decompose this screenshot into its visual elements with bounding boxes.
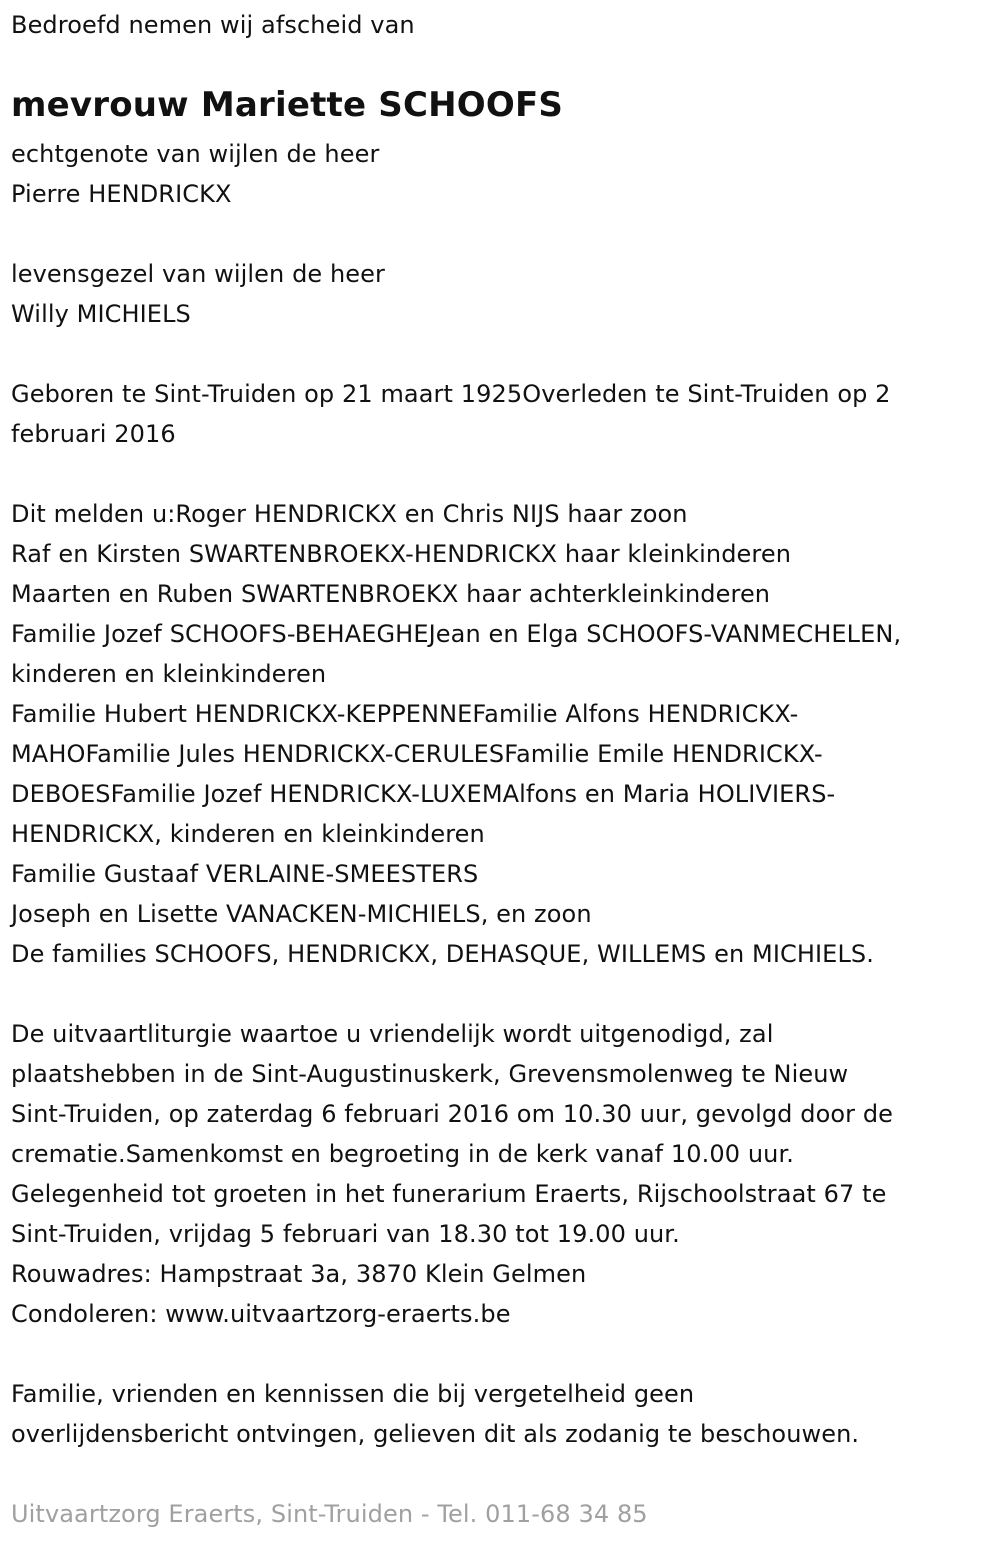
family-line: MAHOFamilie Jules HENDRICKX-CERULESFamilie Emile HENDRICKX- xyxy=(11,740,823,768)
ceremony-line: crematie.Samenkomst en begroeting in de kerk vanaf 10.00 uur. xyxy=(11,1140,794,1168)
condolence-website: Condoleren: www.uitvaartzorg-eraerts.be xyxy=(11,1300,511,1328)
ceremony-line: Sint-Truiden, op zaterdag 6 februari 2016 om 10.30 uur, gevolgd door de xyxy=(11,1100,894,1128)
family-line: kinderen en kleinkinderen xyxy=(11,660,327,688)
funeral-home-footer: Uitvaartzorg Eraerts, Sint-Truiden - Tel. 011-68 34 85 xyxy=(11,1500,648,1528)
spouse-line-2: Pierre HENDRICKX xyxy=(11,180,232,208)
closing-line: overlijdensbericht ontvingen, gelieven dit als zodanig te beschouwen. xyxy=(11,1420,860,1448)
family-line: Joseph en Lisette VANACKEN-MICHIELS, en zoon xyxy=(11,900,592,928)
family-line: Familie Gustaaf VERLAINE-SMEESTERS xyxy=(11,860,479,888)
partner-line-1: levensgezel van wijlen de heer xyxy=(11,260,386,288)
ceremony-line: Sint-Truiden, vrijdag 5 februari van 18.30 tot 19.00 uur. xyxy=(11,1220,680,1248)
ceremony-line: plaatshebben in de Sint-Augustinuskerk, Grevensmolenweg te Nieuw xyxy=(11,1060,849,1088)
mourning-address: Rouwadres: Hampstraat 3a, 3870 Klein Gelmen xyxy=(11,1260,587,1288)
birth-death-line-1: Geboren te Sint-Truiden op 21 maart 1925Overleden te Sint-Truiden op 2 xyxy=(11,380,891,408)
family-line: Familie Jozef SCHOOFS-BEHAEGHEJean en Elga SCHOOFS-VANMECHELEN, xyxy=(11,620,902,648)
family-line: Maarten en Ruben SWARTENBROEKX haar achterkleinkinderen xyxy=(11,580,771,608)
partner-line-2: Willy MICHIELS xyxy=(11,300,191,328)
family-line: DEBOESFamilie Jozef HENDRICKX-LUXEMAlfons en Maria HOLIVIERS- xyxy=(11,780,836,808)
spouse-line-1: echtgenote van wijlen de heer xyxy=(11,140,380,168)
family-line: Dit melden u:Roger HENDRICKX en Chris NIJS haar zoon xyxy=(11,500,688,528)
family-line: Raf en Kirsten SWARTENBROEKX-HENDRICKX haar kleinkinderen xyxy=(11,540,792,568)
family-line: HENDRICKX, kinderen en kleinkinderen xyxy=(11,820,485,848)
family-line: Familie Hubert HENDRICKX-KEPPENNEFamilie Alfons HENDRICKX- xyxy=(11,700,799,728)
deceased-name: mevrouw Mariette SCHOOFS xyxy=(11,85,564,125)
intro-text: Bedroefd nemen wij afscheid van xyxy=(11,11,415,39)
family-line: De families SCHOOFS, HENDRICKX, DEHASQUE, WILLEMS en MICHIELS. xyxy=(11,940,874,968)
ceremony-line: Gelegenheid tot groeten in het funerarium Eraerts, Rijschoolstraat 67 te xyxy=(11,1180,887,1208)
ceremony-line: De uitvaartliturgie waartoe u vriendelijk wordt uitgenodigd, zal xyxy=(11,1020,774,1048)
birth-death-line-2: februari 2016 xyxy=(11,420,176,448)
closing-line: Familie, vrienden en kennissen die bij vergetelheid geen xyxy=(11,1380,695,1408)
